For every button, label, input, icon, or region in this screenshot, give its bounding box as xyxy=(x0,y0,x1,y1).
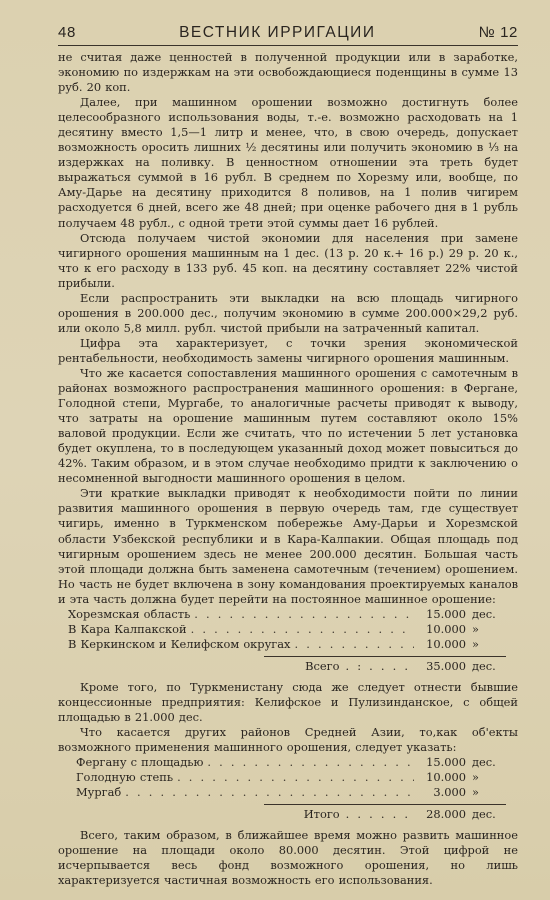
list-item-unit: дес. xyxy=(472,606,496,621)
list-item-unit: дес. xyxy=(472,755,496,770)
leader-dots xyxy=(191,622,414,637)
journal-title: ВЕСТНИК ИРРИГАЦИИ xyxy=(179,24,376,41)
paragraphs-top xyxy=(58,50,518,607)
total-row-2 xyxy=(58,807,518,822)
list-item xyxy=(68,622,506,637)
list-item xyxy=(68,637,506,652)
list-item-unit: » xyxy=(472,770,479,785)
list-item-value: 10.000 xyxy=(426,621,466,636)
paragraph: Цифра эта характеризует, с точки зрения экономической рентабельности, необходимость замены чигирного орошения машинным. xyxy=(58,335,518,365)
paragraph: Отсюда получаем чистой экономии для населения при замене чигирного орошения машинным на 1 дес. (13 р. 20 к.+ 16 р.) 29 р. 20 к., что к его расходу в 133 руб. 45 коп. на десятину составляет 22% чистой прибыли. xyxy=(58,230,518,290)
list-item xyxy=(68,607,506,622)
total-label: Всего xyxy=(305,658,340,673)
list-item-label: В Керкинском и Келифском округах xyxy=(68,636,291,651)
issue-number: № 12 xyxy=(478,24,518,41)
total-unit: дес. xyxy=(472,807,496,822)
list-item-unit: » xyxy=(472,785,479,800)
list-item-value: 10.000 xyxy=(426,636,466,651)
paragraph: Что же касается сопоставления машинного орошения с самотечным в районах возможного распространения машинного орошения: в Фергане, Голодной степи, Мургабе, то аналогичные расчеты приводят к выводу, что затраты на орошение машинным путем составляют около 15% валовой продукции. Если же считать, что по истечении 5 лет установка будет окуплена, то в последующем указанный доход может повыситься до 42%. Таким образом, и в этом случае необходимо придти к заключению о несомненной выгодности машинного орошения в целом. xyxy=(58,365,518,486)
paragraphs-mid xyxy=(58,680,518,755)
leader-dots xyxy=(207,755,414,770)
list-item-unit: » xyxy=(472,636,479,651)
paragraphs-end xyxy=(58,828,518,888)
paragraph: Кроме того, по Туркменистану сюда же следует отнести бывшие концессионные предприятия: Келифское и Пулизинданское, с общей площадью в 21.000 дес. xyxy=(58,679,518,725)
paragraph: Эти краткие выкладки приводят к необходимости пойти по линии развития машинного орошения в первую очередь там, где существует чигирь, именно в Туркменском побережье Аму-Дарьи и Хорезмской области Узбекской республики и в Кара-Калпакии. Общая площадь под чигирным орошением здесь не менее 200.000 десятин. Большая часть этой площади должна быть заменена самотечным (течением) орошением. Но часть не будет включена в зону командования проектируемых каналов и эта часть должна будет перейти на постоянное машинное орошение: xyxy=(58,486,518,606)
page-number: 48 xyxy=(58,24,76,41)
total-rule xyxy=(264,804,506,805)
list-item-label: Мургаб xyxy=(76,785,122,800)
list-item-value: 15.000 xyxy=(426,755,466,770)
total-rule xyxy=(264,656,506,657)
list-item-value: 3.000 xyxy=(433,785,466,800)
paragraph: Всего, таким образом, в ближайшее время можно развить машинное орошение на площади около 80.000 десятин. Этой цифрой не исчерпывается весь фонд возможного орошения, но лишь характеризуется частичная возможность его использования. xyxy=(58,828,518,888)
list-item-value: 10.000 xyxy=(426,770,466,785)
article-body xyxy=(58,50,518,889)
leader-dots xyxy=(194,607,414,622)
paragraph: Если распространить эти выкладки на всю площадь чигирного орошения в 200.000 дес., получим экономию в сумме 200.000×29,2 руб. или около 5,8 милл. рубл. чистой прибыли на затраченный капитал. xyxy=(58,290,518,335)
list-item-value: 15.000 xyxy=(426,606,466,621)
area-list-other xyxy=(58,755,518,800)
paragraph: Что касается других районов Средней Азии, то,как об'екты возможного применения машинного орошения, следует указать: xyxy=(58,725,518,755)
list-item-label: Хорезмская область xyxy=(68,606,191,621)
total-label: Итого xyxy=(303,807,340,822)
total-value: 28.000 xyxy=(426,807,466,822)
total-unit: дес. xyxy=(472,658,496,673)
page-header xyxy=(58,24,518,46)
leader-dots xyxy=(125,785,414,800)
leader-dots xyxy=(177,770,414,785)
list-item-label: В Кара Калпакской xyxy=(68,621,187,636)
list-item-label: Фергану с площадью xyxy=(76,755,204,770)
list-item-label: Голодную степь xyxy=(76,770,174,785)
total-dots: . : . . . . xyxy=(345,658,410,673)
leader-dots xyxy=(294,637,414,652)
list-item xyxy=(76,770,506,785)
list-item xyxy=(76,755,506,770)
total-row-1 xyxy=(58,659,518,674)
paragraph: не считая даже ценностей в полученной продукции или в заработке, экономию по издержкам на эти освобождающиеся поденщины в сумме 13 руб. 20 коп. xyxy=(58,50,518,95)
paragraph: Далее, при машинном орошении возможно достигнуть более целесообразного использования воды, т.-е. возможно расходовать на 1 десятину вместо 1,5—1 литр и менее, что, в свою очередь, допускает возможность оросить лишних ½ десятины или получить экономию в ⅓ на издержках на поливку. В ценностном отношении эта треть будет выражаться суммой в 16 рубл. В среднем по Хорезму или, вообще, по Аму-Дарье на десятину приходится 8 поливов, на 1 полив чигирем расходуется 6 дней, всего же 48 дней; при оценке рабочего дня в 1 рубль получаем 48 рубл., с одной трети этой суммы дает 16 рублей. xyxy=(58,95,518,230)
total-dots: . . . . . . xyxy=(345,807,410,822)
area-list-turkmen xyxy=(58,607,518,652)
list-item xyxy=(76,785,506,800)
total-value: 35.000 xyxy=(426,658,466,673)
list-item-unit: » xyxy=(472,621,479,636)
